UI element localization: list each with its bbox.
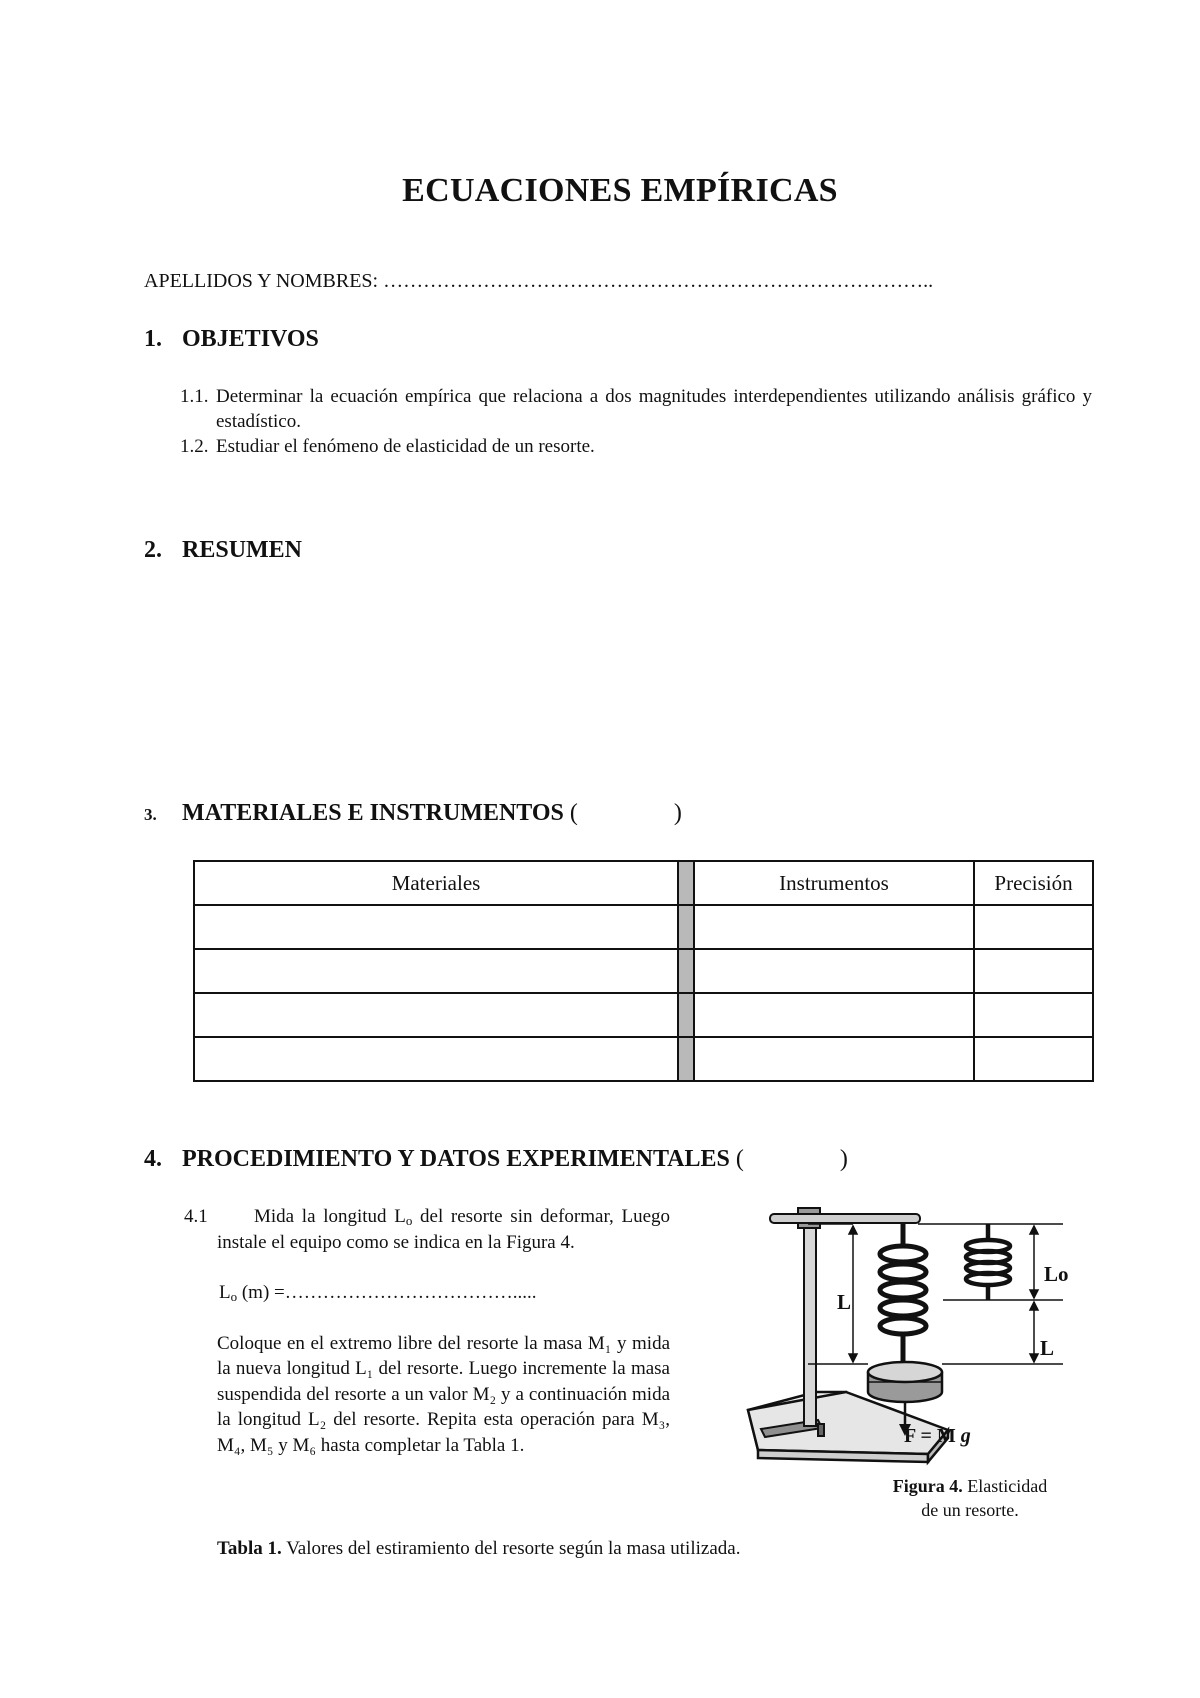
section-title: MATERIALES E INSTRUMENTOS — [182, 800, 564, 826]
section-number: 3. — [144, 805, 157, 824]
lo-blank[interactable]: (m) =………………………………..... — [237, 1282, 537, 1303]
step-number: 4.1 — [184, 1206, 208, 1227]
column-separator — [678, 905, 694, 949]
header-instrumentos: Instrumentos — [694, 861, 974, 905]
figure-caption — [870, 1474, 1070, 1522]
force-text: F = M — [904, 1425, 956, 1447]
objectives-list — [144, 384, 1092, 459]
l-label-right: L — [1040, 1336, 1055, 1360]
caption-label: Tabla 1. — [217, 1538, 282, 1559]
section-number: 4. — [144, 1146, 162, 1172]
table-cell[interactable] — [974, 905, 1093, 949]
item-text: Determinar la ecuación empírica que relaciona a dos magnitudes interdependientes utilizando análisis gráfico y estadístico. — [216, 386, 1092, 432]
column-separator — [678, 993, 694, 1037]
table-cell[interactable] — [194, 949, 678, 993]
section-1-heading — [144, 326, 319, 353]
free-spring — [966, 1224, 1010, 1300]
table-cell[interactable] — [194, 1037, 678, 1081]
lo-label: Lo — [1044, 1262, 1069, 1286]
step-text: Mida la longitud L — [254, 1206, 406, 1227]
table-cell[interactable] — [694, 905, 974, 949]
item-text: Estudiar el fenómeno de elasticidad de un resorte. — [216, 436, 595, 457]
l-label-left: L — [837, 1290, 852, 1314]
column-separator — [678, 1037, 694, 1081]
table-row — [194, 905, 1093, 949]
item-number: 1.2. — [180, 436, 209, 457]
column-separator — [678, 949, 694, 993]
section-title: PROCEDIMIENTO Y DATOS EXPERIMENTALES — [182, 1146, 730, 1172]
subscript: o — [230, 1289, 238, 1304]
subscript: o — [405, 1213, 413, 1228]
lo-label: L — [219, 1282, 231, 1303]
list-item — [144, 384, 1092, 434]
table-row — [194, 993, 1093, 1037]
section-title: RESUMEN — [182, 537, 303, 563]
section-number: 1. — [144, 326, 162, 352]
step-text: del resorte sin deformar, Luego instale el equipo como se indica en la Figura 4. — [217, 1206, 670, 1253]
page-title: ECUACIONES EMPÍRICAS — [402, 172, 838, 209]
vertical-rod — [804, 1220, 816, 1426]
table-cell[interactable] — [694, 949, 974, 993]
caption-label: Figura 4. — [892, 1476, 963, 1496]
table-cell[interactable] — [974, 949, 1093, 993]
horizontal-arm — [770, 1214, 920, 1223]
stretched-spring — [880, 1223, 926, 1362]
lo-measure-line — [184, 1280, 670, 1306]
table-cell[interactable] — [974, 1037, 1093, 1081]
table-cell[interactable] — [194, 905, 678, 949]
score-blank: ( ) — [569, 800, 682, 826]
table-header-row — [194, 861, 1093, 905]
table-row — [194, 1037, 1093, 1081]
table-row — [194, 949, 1093, 993]
table-cell[interactable] — [694, 993, 974, 1037]
section-4-heading — [144, 1146, 848, 1173]
procedure-step — [184, 1204, 670, 1458]
table-1-caption — [217, 1538, 740, 1560]
header-precision: Precisión — [974, 861, 1093, 905]
table-cell[interactable] — [194, 993, 678, 1037]
caption-text: Valores del estiramiento del resorte según la masa utilizada. — [281, 1538, 741, 1559]
table-cell[interactable] — [974, 993, 1093, 1037]
column-separator — [678, 861, 694, 905]
spring-apparatus-figure — [718, 1196, 1088, 1480]
section-number: 2. — [144, 537, 162, 563]
table-cell[interactable] — [694, 1037, 974, 1081]
caption-text: Elasticidad — [962, 1476, 1048, 1496]
names-field-label: APELLIDOS Y NOMBRES: ……………………………………………………………………….. — [144, 270, 934, 292]
procedure-paragraph: Coloque en el extremo libre del resorte la masa M₁ y mida la nueva longitud L₁ del resorte. Luego incremente la masa suspendida del resorte a un valor M₂ y a continuación mida la longitud L₂ del resorte. Repita esta operación para M₃, M₄, M₅ y M₆ hasta completar la Tabla 1. — [217, 1332, 670, 1456]
step-4-1 — [184, 1204, 670, 1255]
mass-disk — [868, 1362, 942, 1402]
force-label — [904, 1425, 971, 1448]
score-blank: ( ) — [735, 1146, 848, 1172]
item-number: 1.1. — [180, 386, 209, 407]
caption-text: de un resorte. — [921, 1500, 1019, 1520]
section-title: OBJETIVOS — [182, 326, 319, 352]
list-item — [144, 434, 1092, 459]
section-2-heading — [144, 537, 302, 564]
materials-table — [193, 860, 1094, 1082]
section-3-heading — [144, 800, 682, 827]
header-materiales: Materiales — [194, 861, 678, 905]
gravity-symbol: g — [960, 1425, 971, 1447]
